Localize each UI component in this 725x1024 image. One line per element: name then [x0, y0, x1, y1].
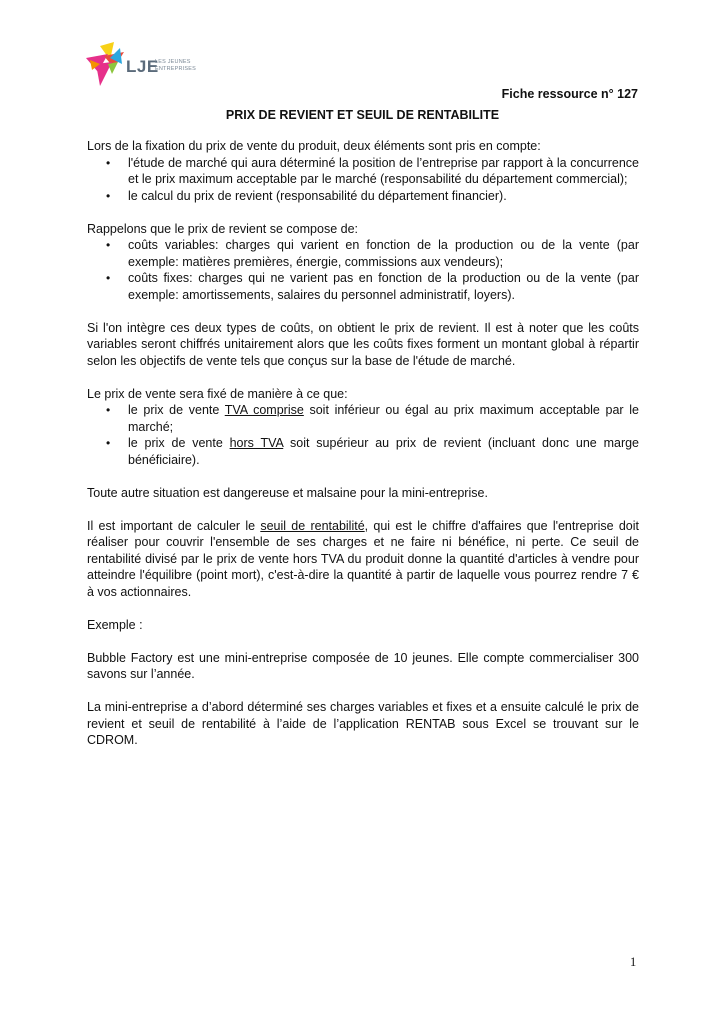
composition-list: [87, 237, 639, 303]
page-title: PRIX DE REVIENT ET SEUIL DE RENTABILITE: [225, 108, 500, 122]
logo-tagline: LES JEUNES ENTREPRISES: [155, 59, 197, 72]
example-paragraph: Bubble Factory est une mini-entreprise composée de 10 jeunes. Elle compte commercialiser 300 savons sur l’année.: [87, 650, 639, 681]
costs-paragraph: Si l'on intègre ces deux types de coûts, on obtient le prix de revient. Il est à noter que les coûts variables seront chiffrés unitairement alors que les coûts fixes forment un montant global à répartir selon les objectifs de vente tels que conçus sur la base de l'étude de marché.: [87, 320, 639, 368]
rentab-paragraph: La mini-entreprise a d’abord déterminé ses charges variables et fixes et a ensuite calculé le prix de revient et seuil de rentabilité à l’aide de l’application RENTAB sous Excel se trouvant sur le CDROM.: [87, 700, 639, 747]
page-number: 1: [630, 955, 637, 969]
underlined-term: TVA comprise: [224, 403, 304, 417]
list-item: • le prix de vente TVA comprise soit inférieur ou égal au prix maximum acceptable par le marché;: [106, 403, 639, 434]
pricing-paragraph: Le prix de vente sera fixé de manière à ce que:: [87, 386, 348, 401]
pricing-list: [87, 402, 639, 468]
logo-wordmark: LJE: [126, 57, 159, 76]
list-item: • le prix de vente hors TVA soit supérieur au prix de revient (incluant donc une marge bénéficiaire).: [106, 436, 640, 467]
bullet-icon: •: [106, 155, 111, 170]
bullet-icon: •: [106, 238, 111, 252]
bullet-icon: •: [106, 436, 111, 450]
bullet-icon: •: [106, 403, 111, 417]
lje-logo: [86, 42, 196, 88]
intro-paragraph: Lors de la fixation du prix de vente du produit, deux éléments sont pris en compte:: [87, 139, 541, 153]
warning-paragraph: Toute autre situation est dangereuse et malsaine pour la mini-entreprise.: [87, 485, 488, 500]
underlined-term: seuil de rentabilité: [260, 518, 365, 533]
list-item: • coûts fixes: charges qui ne varient pas en fonction de la production ou de la vente (par exemple: amortissements, salaires du personnel administratif, loyers).: [106, 271, 639, 302]
list-item: • le calcul du prix de revient (responsabilité du département financier).: [106, 188, 507, 203]
list-item: • l'étude de marché qui aura déterminé la position de l’entreprise par rapport à la concurrence et le prix maximum acceptable par le marché (responsabilité du département commercial);: [106, 155, 639, 186]
threshold-paragraph: Il est important de calculer le seuil de rentabilité, qui est le chiffre d'affaires que l'entreprise doit réaliser pour couvrir l'ensemble de ses charges et ne faire ni bénéfice, ni perte. Ce seuil de rentabilité divisé par le prix de vente hors TVA du produit donne la quantité d'articles à vendre pour atteindre l'équilibre (point mort), c'est-à-dire la quantité à partir de laquelle vous pourrez rendre 7 € à vos actionnaires.: [87, 518, 639, 599]
bullet-icon: •: [106, 271, 111, 285]
underlined-term: hors TVA: [229, 436, 284, 450]
list-item: • coûts variables: charges qui varient en fonction de la production ou de la vente (par exemple: matières premières, énergie, commissions aux vendeurs);: [106, 238, 639, 269]
lje-logo-icon: [86, 42, 130, 88]
composition-paragraph: Rappelons que le prix de revient se compose de:: [87, 221, 358, 236]
intro-list: [87, 155, 639, 205]
fiche-number: Fiche ressource n° 127: [501, 87, 638, 101]
bullet-icon: •: [106, 188, 111, 203]
document-body: [87, 138, 639, 749]
example-label: Exemple :: [87, 617, 143, 632]
